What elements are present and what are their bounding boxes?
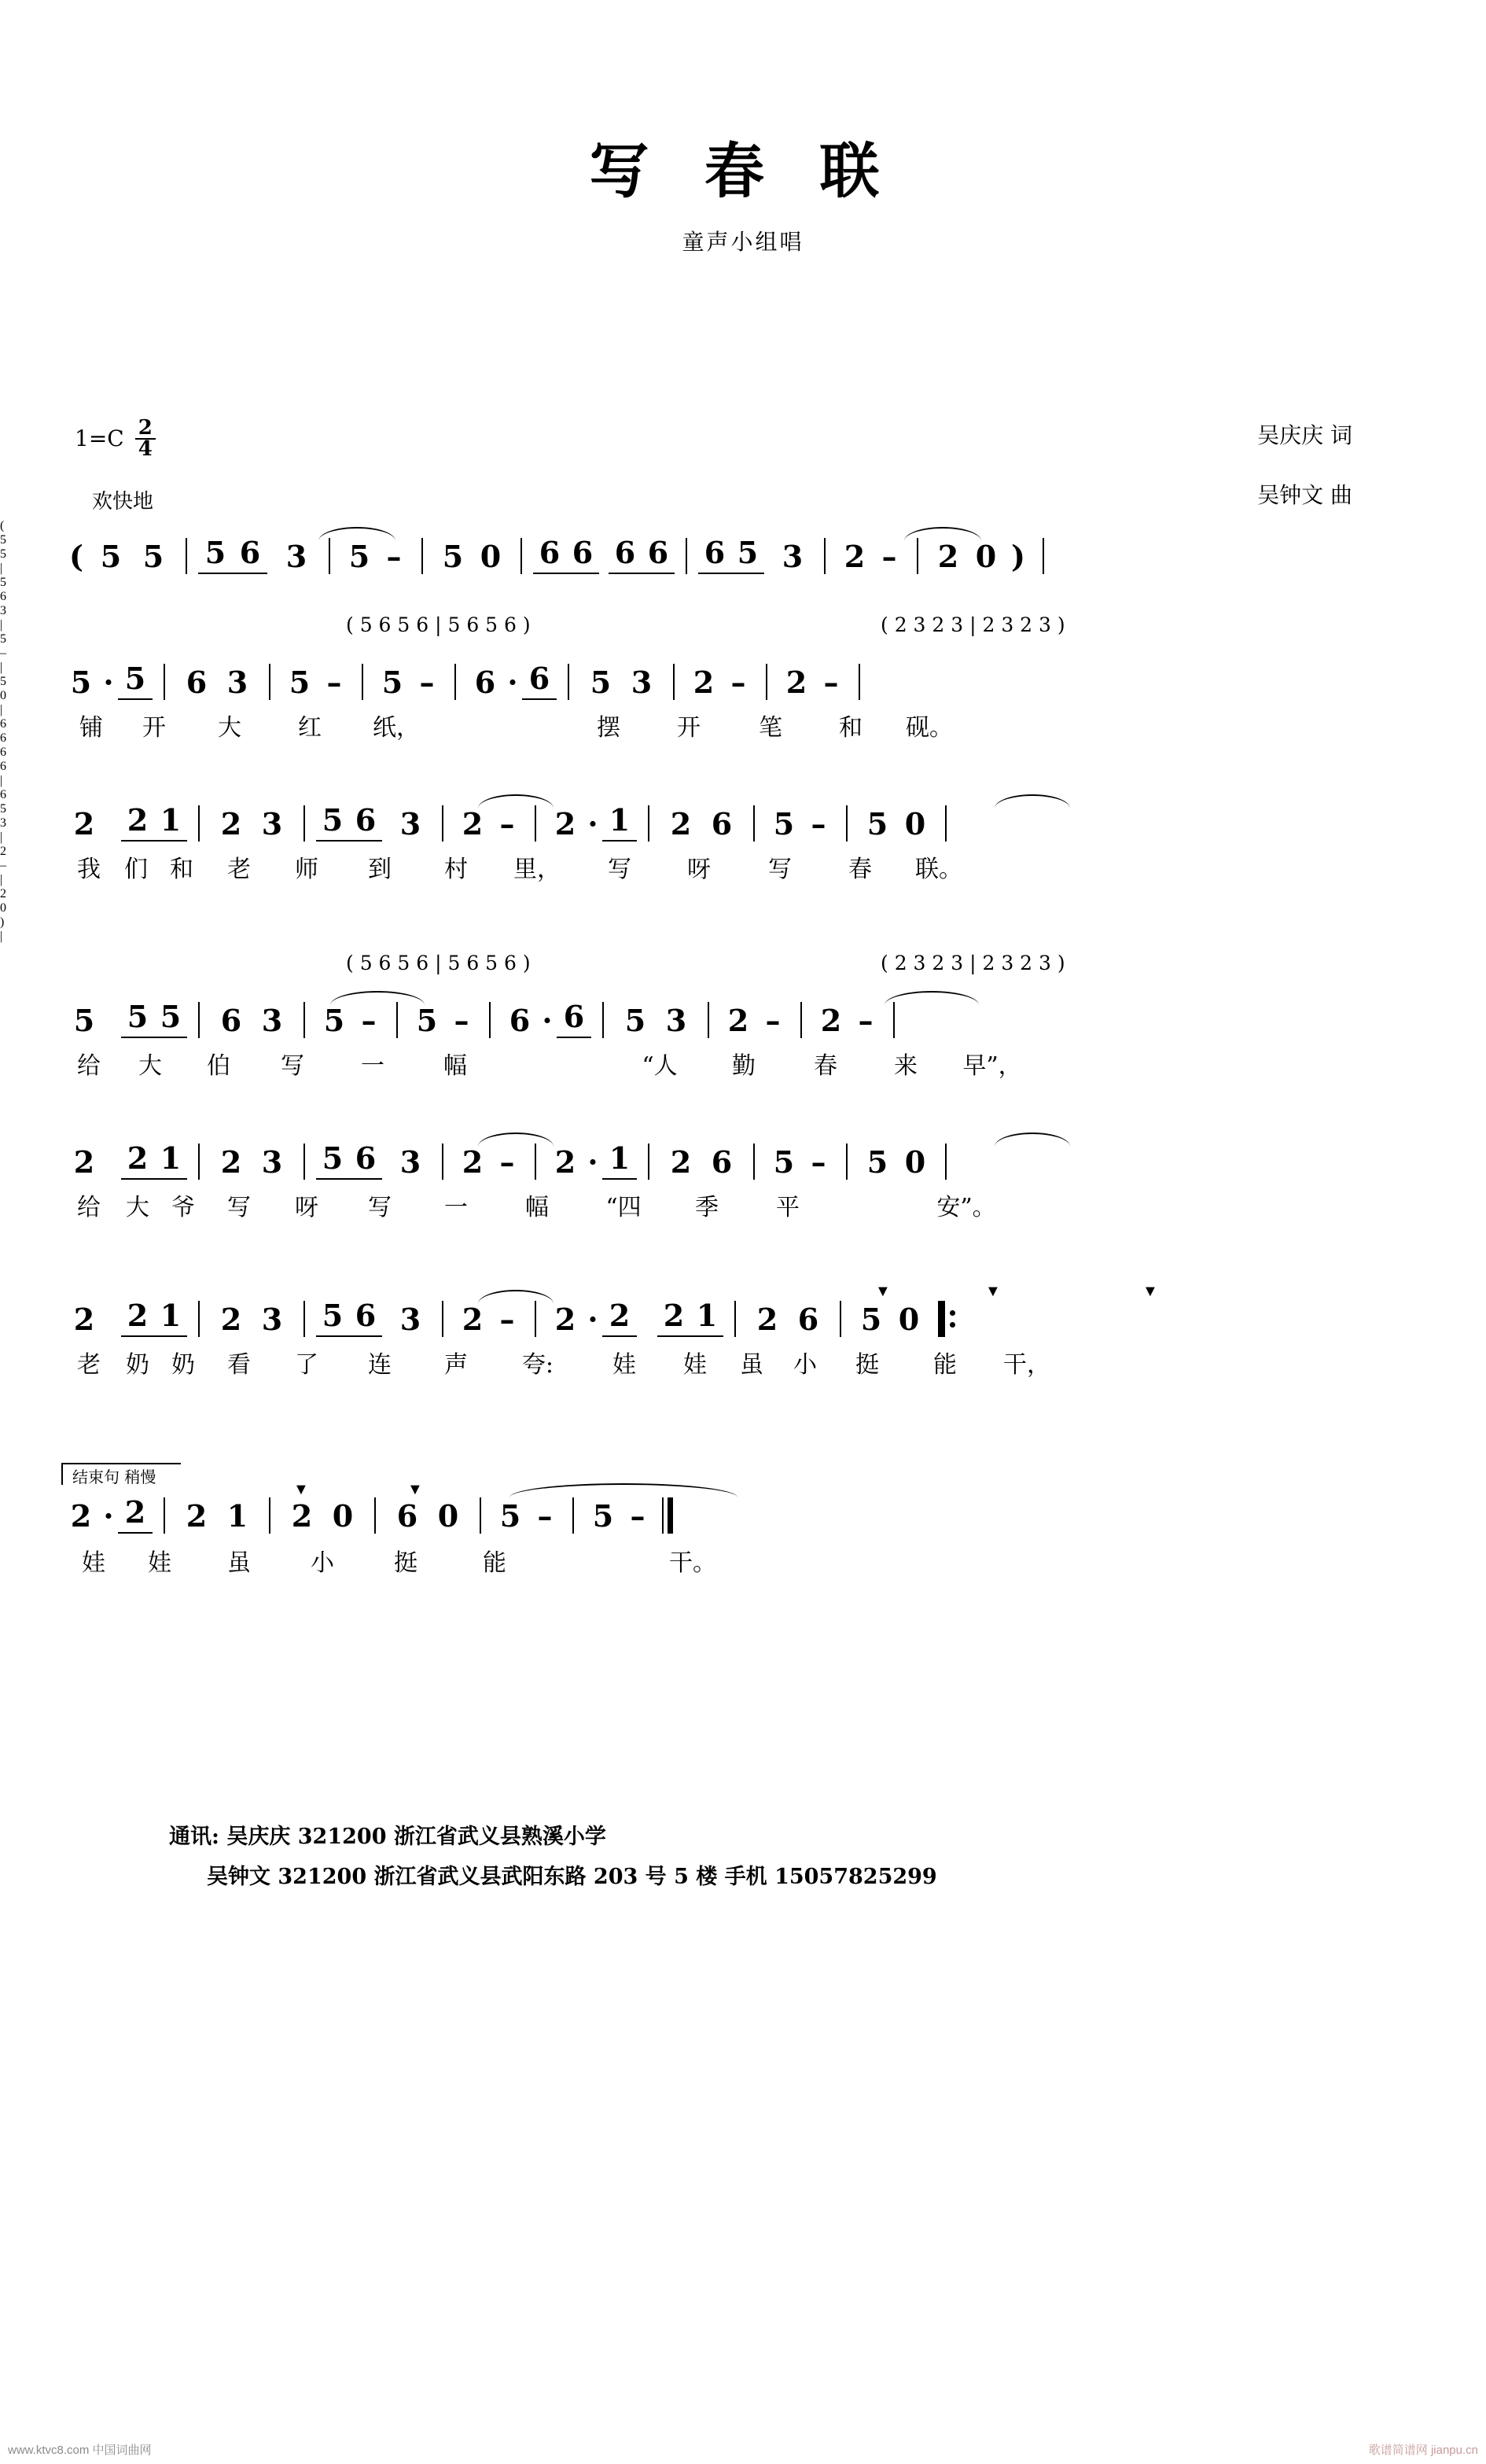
note: – [454, 1003, 469, 1038]
barline [686, 538, 687, 574]
ornament-text: ( 2 3 2 3 | 2 3 2 3 ) [881, 613, 1065, 636]
note: 5 [866, 1144, 888, 1180]
barline [1043, 538, 1044, 574]
note: 0 [480, 539, 502, 574]
note: 2 [462, 806, 484, 842]
system-1 [0, 613, 1486, 794]
note: 3 [226, 665, 248, 700]
note: 2 [670, 806, 692, 842]
note: 1 [160, 1298, 182, 1333]
barline [535, 1301, 536, 1337]
note: 6 [474, 665, 496, 700]
ornament-row-left [346, 952, 531, 974]
slur-mark [904, 527, 981, 541]
note: 5 [322, 802, 344, 838]
barline [396, 1002, 398, 1038]
page-title: 写 春 联 [589, 136, 897, 206]
ornament-text: ( 2 3 2 3 | 2 3 2 3 ) [881, 952, 1065, 974]
barline [480, 1497, 481, 1534]
note: – [386, 539, 402, 574]
note: 6 [711, 1144, 733, 1180]
note: 1 [226, 1498, 248, 1534]
note: 1 [160, 1140, 182, 1176]
note: 6 [647, 535, 669, 570]
note: 2 [220, 1144, 242, 1180]
note: 5 [773, 1144, 795, 1180]
barline [840, 1301, 841, 1337]
beamed-group [121, 802, 187, 842]
accent-icon: ▼ [875, 1283, 891, 1300]
beamed-group [316, 1140, 382, 1180]
slur-mark [995, 1133, 1070, 1147]
slur-mark [478, 794, 554, 808]
barline [186, 538, 187, 574]
note: – [361, 1003, 377, 1038]
dot: · [103, 1498, 114, 1534]
barline [303, 1301, 305, 1337]
note: 2 [73, 806, 95, 842]
note: – [499, 1144, 515, 1180]
slur-mark [995, 794, 1070, 808]
beamed-group [698, 535, 764, 574]
accent-icon: ▼ [985, 1283, 1001, 1300]
barline [535, 1144, 536, 1180]
barline [362, 664, 363, 700]
note: 2 [844, 539, 866, 574]
note: 3 [399, 1302, 421, 1337]
barline [329, 538, 330, 574]
note: 2 [186, 1498, 208, 1534]
lyrics-row: 铺 开 大 红 纸， 摆 开 笔 和 砚。 [79, 714, 953, 742]
beamed-group [121, 1298, 187, 1337]
accent-icon: ▼ [407, 1481, 423, 1498]
dot: · [507, 665, 518, 700]
note: – [499, 1302, 515, 1337]
note: 6 [355, 1140, 377, 1176]
dot: · [103, 665, 114, 700]
note: 5 [860, 1302, 882, 1337]
note: 2 [727, 1003, 749, 1038]
barline [374, 1497, 376, 1534]
barline [442, 1144, 443, 1180]
note: 5 [73, 1003, 95, 1038]
ending-section-label: 结束句 稍慢 [72, 1468, 156, 1486]
note: 2 [693, 665, 715, 700]
beamed-group [316, 1298, 382, 1337]
note: 5 [737, 535, 759, 570]
barline [800, 1002, 802, 1038]
note: 6 [572, 535, 594, 570]
note: 2 [554, 1144, 576, 1180]
ornament-row-right [881, 613, 1065, 636]
note: 3 [782, 539, 804, 574]
note: 2 [127, 802, 149, 838]
note: 5 [289, 665, 311, 700]
ornament-text: ( 5 6 5 6 | 5 6 5 6 ) [346, 952, 531, 974]
note: 1 [696, 1298, 718, 1333]
tempo-marking: 欢快地 [92, 490, 154, 514]
barline [708, 1002, 709, 1038]
note: 3 [631, 665, 653, 700]
system-intro: ( 5 5 5 6 3 5 – 5 0 6 6 6 6 6 5 3 2 – 2 0 ) ( 5 5 | 5 6 3 | 5 – | 5 0 | 6 6 6 6 | 6 5 3 | 2 – | 2 0 ) | [0, 519, 1486, 613]
note: – [858, 1003, 874, 1038]
barline [489, 1002, 491, 1038]
barline [568, 664, 569, 700]
note: 6 [509, 1003, 531, 1038]
note: 3 [261, 1003, 283, 1038]
contact-line-2: 吴钟文 321200 浙江省武义县武阳东路 203 号 5 楼 手机 15057825299 [207, 1865, 937, 1890]
note: 3 [285, 539, 307, 574]
dot: · [587, 806, 598, 842]
barline [648, 1144, 649, 1180]
note: 6 [239, 535, 261, 570]
note: 6 [704, 535, 726, 570]
note: 2 [462, 1302, 484, 1337]
barline [917, 538, 918, 574]
slur-mark [330, 991, 425, 1005]
lyrics-row: 老 奶 奶 看 了 连 声 夸: 娃 娃 虽 小 挺 能 干， [77, 1351, 1050, 1379]
barline [572, 1497, 574, 1534]
note: 0 [332, 1498, 354, 1534]
note: 6 [396, 1498, 418, 1534]
barline [198, 1002, 200, 1038]
barline [859, 664, 860, 700]
repeat-dots [950, 1301, 955, 1337]
note: – [811, 1144, 826, 1180]
note: 2 [127, 1140, 149, 1176]
note: 5 [773, 806, 795, 842]
barline [164, 1497, 165, 1534]
note: 3 [261, 806, 283, 842]
note: 6 [186, 665, 208, 700]
barline [303, 1144, 305, 1180]
note: 3 [261, 1144, 283, 1180]
note: – [419, 665, 435, 700]
dot: · [587, 1144, 598, 1180]
note: 1 [602, 1140, 637, 1180]
note: 6 [557, 999, 591, 1038]
barline [753, 805, 755, 842]
note: 5 [866, 806, 888, 842]
note: 5 [160, 999, 182, 1034]
note: 5 [348, 539, 370, 574]
note: 2 [785, 665, 807, 700]
system-6 [0, 1455, 1486, 1628]
note: 3 [399, 1144, 421, 1180]
note: 2 [291, 1498, 313, 1534]
note: 5 [592, 1498, 614, 1534]
dot: · [542, 1003, 553, 1038]
note: 6 [220, 1003, 242, 1038]
note: 5 [322, 1140, 344, 1176]
note: 5 [118, 661, 153, 700]
note: 2 [756, 1302, 778, 1337]
final-barline [662, 1497, 673, 1534]
note: 5 [322, 1298, 344, 1333]
beamed-group [316, 802, 382, 842]
ornament-row-right [881, 952, 1065, 974]
note: 2 [127, 1298, 149, 1333]
note: – [499, 806, 515, 842]
note: – [881, 539, 897, 574]
note: 5 [499, 1498, 521, 1534]
slur-mark [509, 1483, 737, 1497]
dot: · [587, 1302, 598, 1337]
note: 6 [539, 535, 561, 570]
note: 5 [416, 1003, 438, 1038]
note: 5 [100, 539, 122, 574]
lyrics-row: 我 们 和 老 师 到 村 里， 写 呀 写 春 联。 [77, 856, 962, 883]
barline [766, 664, 767, 700]
beamed-group [657, 1298, 723, 1337]
contact-line-1: 通讯: 吴庆庆 321200 浙江省武义县熟溪小学 [169, 1825, 606, 1849]
note: 3 [261, 1302, 283, 1337]
beamed-group [198, 535, 267, 574]
barline [945, 1144, 947, 1180]
note: 2 [670, 1144, 692, 1180]
note: 2 [118, 1494, 153, 1534]
note: 0 [898, 1302, 920, 1337]
note: 5 [381, 665, 403, 700]
note: 0 [975, 539, 997, 574]
note: 3 [665, 1003, 687, 1038]
note: – [765, 1003, 781, 1038]
note: 5 [70, 665, 92, 700]
contact-block [169, 1817, 937, 1898]
note: ( [69, 539, 83, 574]
barline [454, 664, 456, 700]
barline [198, 1144, 200, 1180]
barline [303, 1002, 305, 1038]
barline [846, 1144, 848, 1180]
note: 5 [624, 1003, 646, 1038]
barline [198, 1301, 200, 1337]
note: 2 [73, 1144, 95, 1180]
slur-mark [885, 991, 979, 1005]
beamed-group [533, 535, 599, 574]
notes-row [63, 999, 906, 1038]
lyrics-row: 给 大 爷 写 呀 写 一 幅 “四 季 平 安”。 [77, 1194, 996, 1221]
note: 2 [462, 1144, 484, 1180]
music-notation-area [0, 519, 1486, 1628]
composer-credit: 吴钟文 曲 [1257, 482, 1352, 508]
barline [893, 1002, 895, 1038]
time-signature-numerator: 2 [135, 418, 156, 440]
system-3 [0, 952, 1486, 1133]
system-5 [0, 1283, 1486, 1455]
barline [198, 805, 200, 842]
barline [846, 805, 848, 842]
note: 2 [220, 1302, 242, 1337]
note: 1 [602, 802, 637, 842]
slur-mark [478, 1290, 554, 1304]
barline [520, 538, 522, 574]
note: 6 [355, 802, 377, 838]
barline [673, 664, 675, 700]
page-subtitle: 童声小组唱 [682, 229, 804, 255]
accent-icon: ▼ [1142, 1283, 1158, 1300]
note: – [537, 1498, 553, 1534]
barline [442, 1301, 443, 1337]
sheet-music-page [0, 136, 1486, 2464]
note: 2 [554, 806, 576, 842]
note: – [823, 665, 839, 700]
note: 6 [355, 1298, 377, 1333]
note: 5 [590, 665, 612, 700]
beamed-group [609, 535, 675, 574]
accent-icon: ▼ [293, 1481, 309, 1498]
ornament-text: ( 5 6 5 6 | 5 6 5 6 ) [346, 613, 531, 636]
barline [442, 805, 443, 842]
repeat-barline [934, 1301, 955, 1337]
beamed-group [121, 999, 187, 1038]
system-2 [0, 794, 1486, 952]
barline [164, 664, 165, 700]
slur-mark [318, 527, 395, 541]
barline [535, 805, 536, 842]
note: 5 [204, 535, 226, 570]
note: 2 [820, 1003, 842, 1038]
note: 0 [904, 1144, 926, 1180]
note: 6 [797, 1302, 819, 1337]
barline [824, 538, 826, 574]
note: 2 [937, 539, 959, 574]
note: – [811, 806, 826, 842]
watermark-left: www.ktvc8.com 中国词曲网 [8, 2444, 152, 2457]
note: 0 [904, 806, 926, 842]
note: 1 [160, 802, 182, 838]
time-signature [135, 418, 156, 459]
notes-row [63, 661, 871, 700]
note: – [326, 665, 342, 700]
note: 2 [73, 1302, 95, 1337]
slur-mark [478, 1133, 554, 1147]
beamed-group [121, 1140, 187, 1180]
note: ) [1011, 539, 1025, 574]
barline [602, 1002, 604, 1038]
note: 5 [442, 539, 464, 574]
note: – [730, 665, 746, 700]
system-4 [0, 1133, 1486, 1290]
lyrics-row: 给 大 伯 写 一 幅 “人 勤 春 来 早”， [77, 1052, 1022, 1080]
notes-row [63, 1494, 673, 1534]
watermark-right: 歌谱简谱网 jianpu.cn [1368, 2444, 1478, 2457]
barline [753, 1144, 755, 1180]
key-signature: 1=C [75, 425, 124, 452]
note: 0 [437, 1498, 459, 1534]
note: 6 [711, 806, 733, 842]
note: 6 [614, 535, 636, 570]
lyricist-credit: 吴庆庆 词 [1257, 422, 1352, 448]
barline [303, 805, 305, 842]
ornament-row-left [346, 613, 531, 636]
note: 5 [127, 999, 149, 1034]
time-signature-denominator: 4 [138, 436, 153, 461]
note: 5 [323, 1003, 345, 1038]
barline [734, 1301, 736, 1337]
note: 2 [602, 1298, 637, 1337]
note: – [630, 1498, 646, 1534]
barline [648, 805, 649, 842]
barline [945, 805, 947, 842]
note: 5 [142, 539, 164, 574]
note: 2 [70, 1498, 92, 1534]
note: 2 [220, 806, 242, 842]
barline [269, 664, 270, 700]
note: 6 [522, 661, 557, 700]
note: 2 [554, 1302, 576, 1337]
lyrics-row: 娃 娃 虽 小 挺 能 干。 [82, 1549, 716, 1577]
barline [269, 1497, 270, 1534]
key-and-meter-block [75, 418, 156, 514]
note: 3 [399, 806, 421, 842]
barline [421, 538, 423, 574]
note: 2 [663, 1298, 685, 1333]
